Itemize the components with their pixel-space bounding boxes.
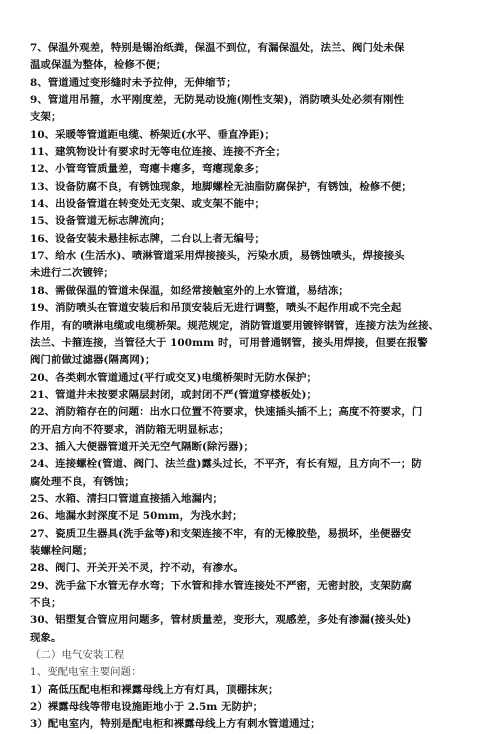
- text-line: 14、出设备管道在转变处无支架、或支架不能中；: [30, 198, 265, 211]
- text-line: 21、管道井未按要求隔层封闭，或封闭不严(管道穿楼板处)；: [30, 388, 317, 401]
- text-line: 支架；: [30, 111, 62, 124]
- text-line: 作用，有的喷淋电缆或电缆桥架。规范规定，消防管道要用镀锌钢管，连接方法为丝接、: [30, 319, 440, 332]
- text-line: 11、建筑物设计有要求时无等电位连接、连接不齐全；: [30, 146, 286, 159]
- text-line: 9、管道用吊箍，水平刚度差，无防晃动设施(刚性支架)，消防喷头处必须有刚性: [30, 94, 405, 107]
- text-line: 8、管道通过变形缝时未予拉伸，无伸缩节；: [30, 76, 237, 89]
- text-line: 阀门前做过滤器(隔离网)；: [30, 354, 156, 367]
- text-line: 不良；: [30, 597, 62, 609]
- text-line: 的开启方向不符要求，消防箱无明显标志；: [30, 423, 230, 436]
- text-line: 13、设备防腐不良，有锈蚀现象，地脚螺栓无油脂防腐保护，有锈蚀，检修不便；: [30, 180, 412, 193]
- document-body: [30, 40, 470, 734]
- text-line: 22、消防箱存在的问题：出水口位置不符要求，快速插头插不上；高度不符要求，门: [30, 406, 423, 419]
- text-line: 3）配电室内，特别是配电柜和裸露母线上方有刺水管道通过；: [30, 718, 321, 731]
- text-line: 23、插入大便器管道开关无空气隔断(除污器)；: [30, 440, 255, 453]
- text-line: 24、连接螺栓(管道、阀门、法兰盘)露头过长，不平齐，有长有短，且方向不一；防: [30, 458, 422, 471]
- text-line: 26、地漏水封深度不足 50mm，为浅水封；: [30, 510, 243, 523]
- text-line: 25、水箱、清扫口管道直接插入地漏内；: [30, 492, 223, 505]
- text-line: 19、消防喷头在管道安装后和吊顶安装后无进行调整，喷头不起作用或不完全起: [30, 302, 402, 315]
- text-line: （二）电气安装工程: [30, 649, 125, 662]
- text-line: 16、设备安装未悬挂标志牌，二台以上者无编号；: [30, 232, 265, 245]
- text-line: 1、变配电室主要问题：: [30, 666, 142, 679]
- text-line: 20、各类刺水管道通过(平行或交叉)电缆桥架时无防水保护；: [30, 371, 317, 384]
- text-line: 装螺栓问题；: [30, 544, 93, 557]
- text-line: 未进行二次镀锌；: [30, 267, 114, 280]
- text-line: 法兰、卡箍连接，当管径大于 100mm 时，可用普通钢管，接头用焊接，但要在报警: [30, 336, 428, 349]
- text-line: 29、洗手盆下水管无存水弯；下水管和排水管连接处不严密，无密封胶，支架防腐: [30, 579, 412, 592]
- text-line: 1）高低压配电柜和裸露母线上方有灯具，顶棚抹灰；: [30, 683, 279, 696]
- text-line: 腐处理不良，有锈蚀；: [30, 475, 135, 488]
- text-line: 温或保温为整体，检修不便；: [30, 59, 167, 72]
- text-line: 10、采暖等管道距电缆、桥架近(水平、垂直净距)；: [30, 128, 275, 141]
- text-line: 27、瓷质卫生器具(洗手盆等)和支架连接不牢，有的无橡胶垫，易损坏，坐便器安: [30, 527, 412, 540]
- text-line: 28、阀门、开关开关不灵，拧不动，有渗水。: [30, 562, 244, 575]
- text-line: 2）裸露母线等带电设施距地小于 2.5m 无防护；: [30, 701, 264, 714]
- text-line: 15、设备管道无标志牌流向；: [30, 215, 171, 228]
- text-line: 7、保温外观差，特别是锡治纸粪，保温不到位，有漏保温处，法兰、阀门处未保: [30, 42, 405, 54]
- text-line: 17、给水 (生活水)、喷淋管道采用焊接接头，污染水质，易锈蚀喷头，焊接接头: [30, 250, 405, 263]
- text-line: 12、小管弯管质量差，弯瘪卡瘪多，弯瘪现象多；: [30, 163, 265, 176]
- text-line: 18、需做保温的管道未保温，如经常接触室外的上水管道，易结冻；: [30, 284, 349, 297]
- text-line: 30、铝塑复合管应用问题多，管材质量差，变形大，观感差，多处有渗漏(接头处): [30, 614, 412, 627]
- text-line: 现象。: [30, 631, 62, 644]
